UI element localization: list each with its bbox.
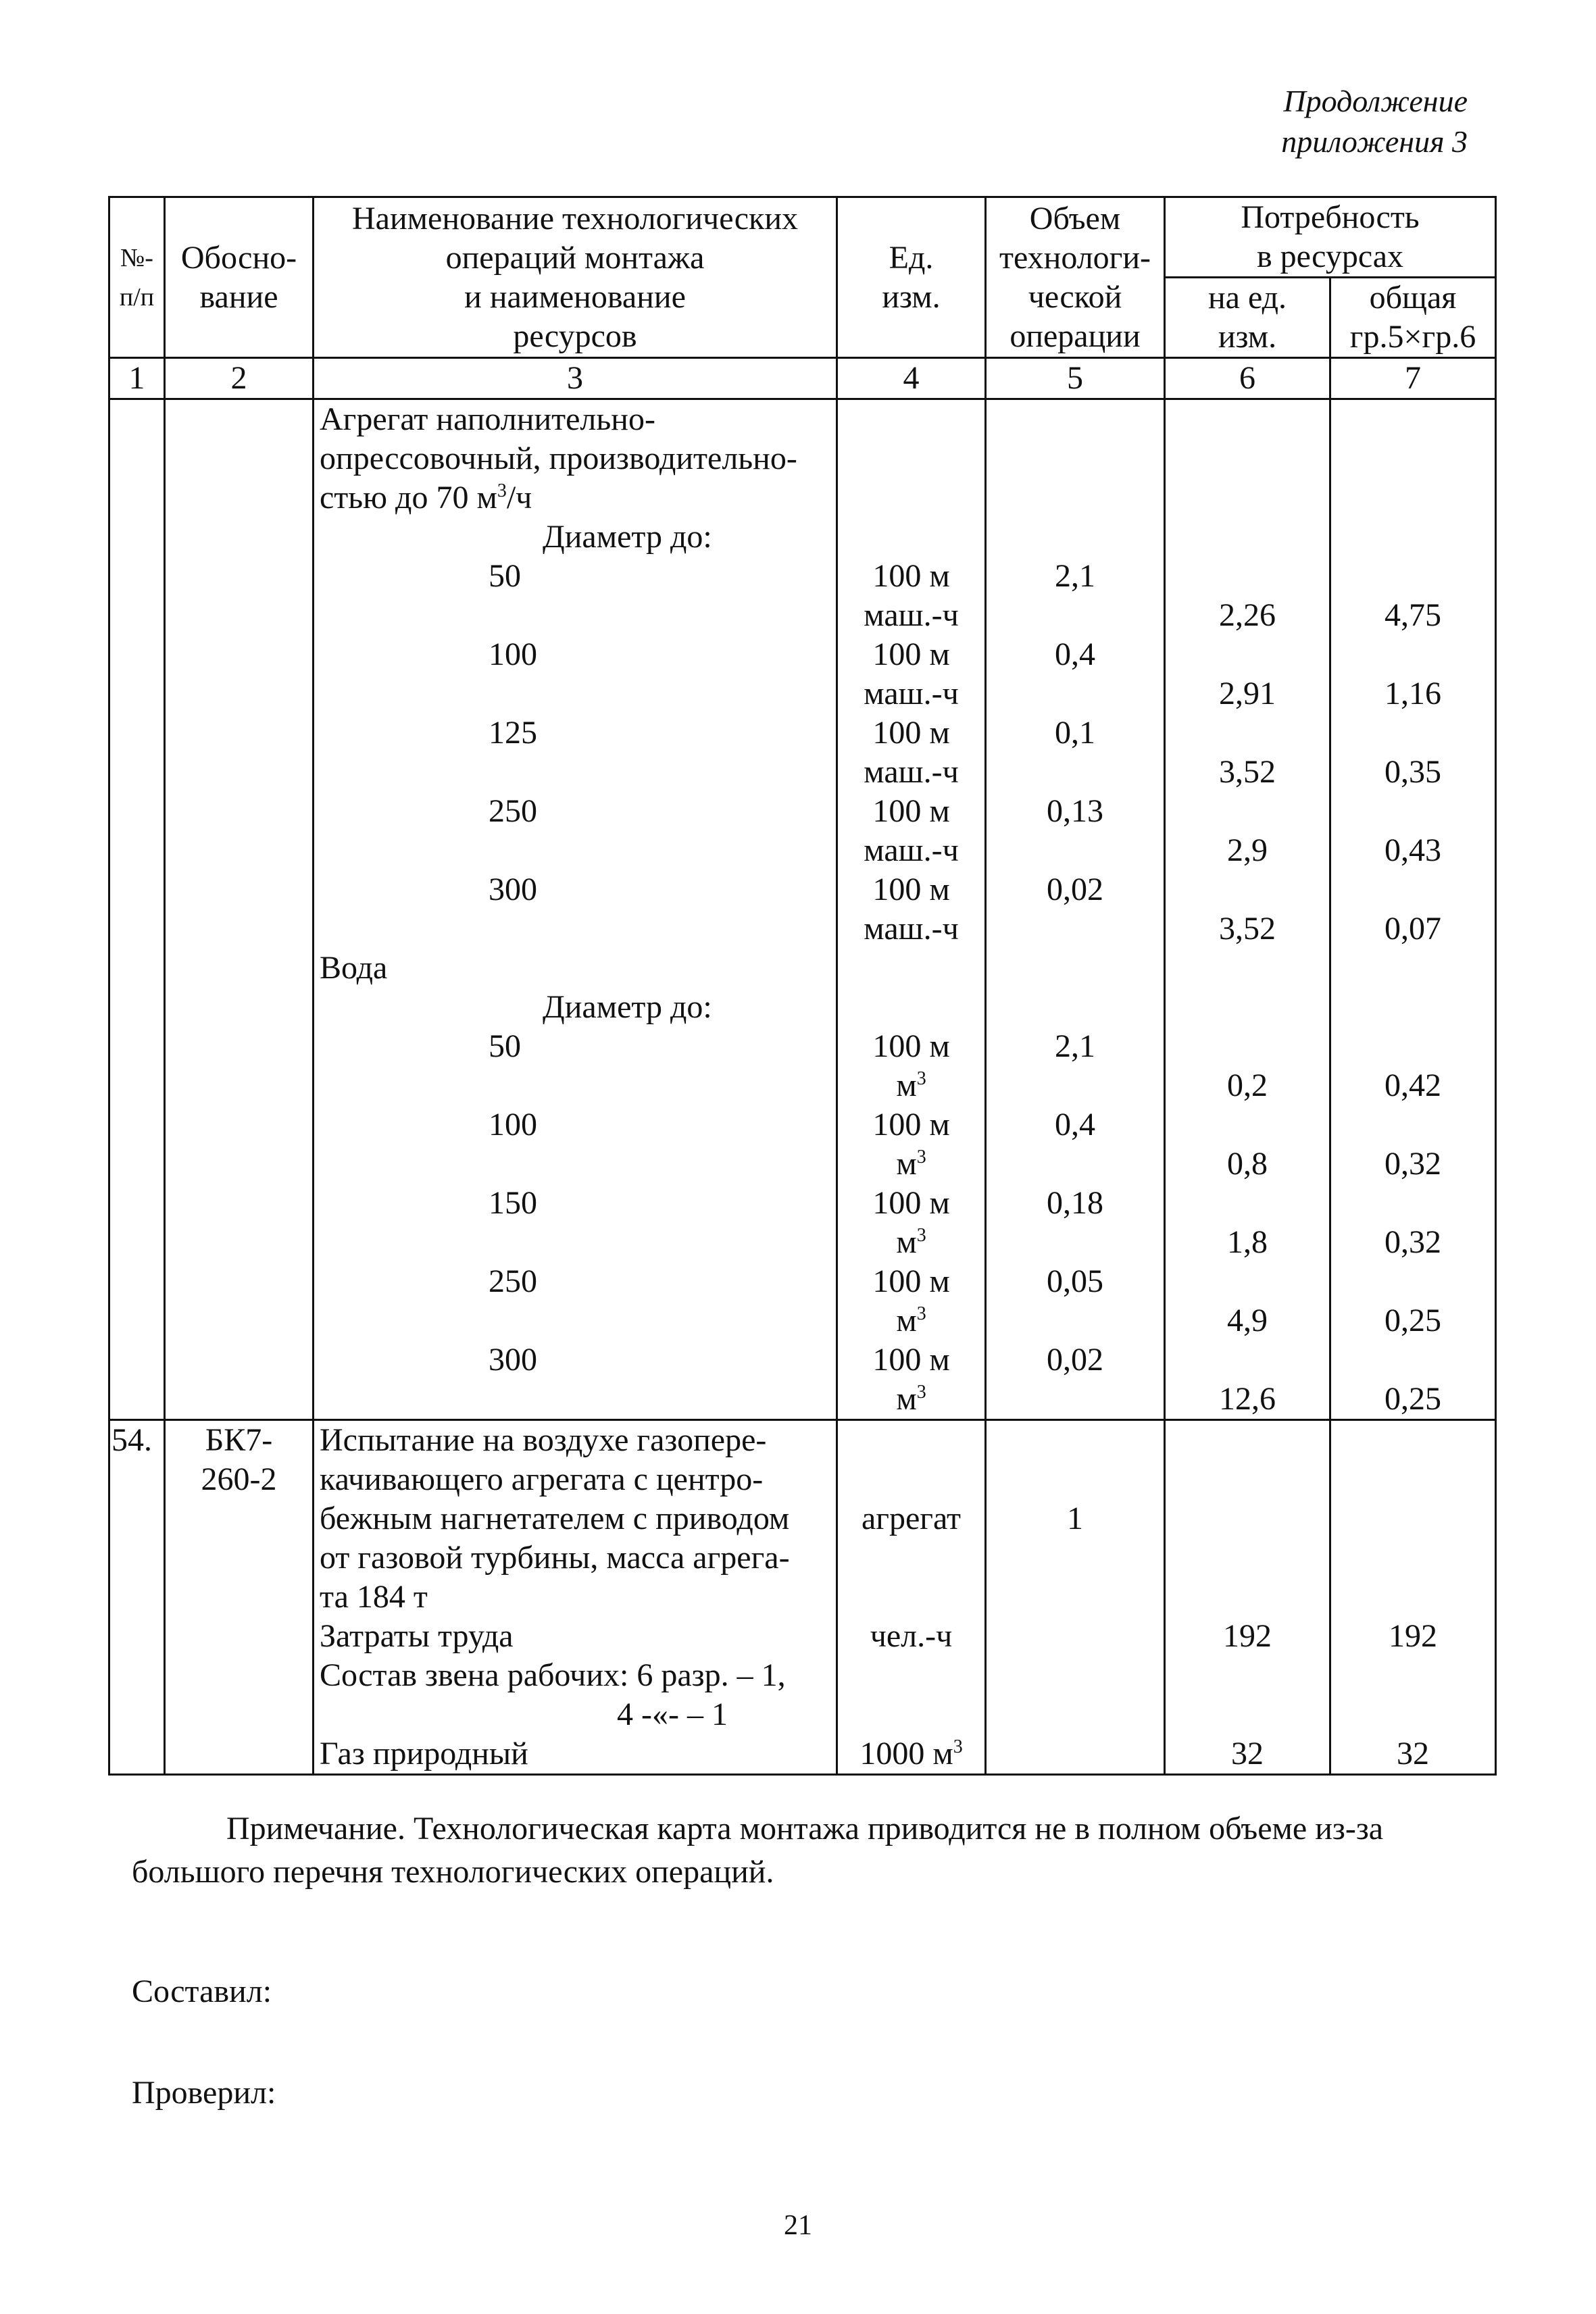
per-unit: 1,8 [1227, 1224, 1268, 1260]
agg-name-line: стью до 70 $м^3/ч$ [320, 480, 532, 515]
unit: 100 м [872, 1107, 950, 1142]
resource-table [108, 196, 1497, 1776]
head-col-2: Обосно- вание [165, 197, 314, 358]
cell-volumes [986, 1420, 1165, 1775]
cell-per-unit [1165, 1420, 1330, 1775]
volume: 0,02 [1047, 1342, 1103, 1378]
page-number: 21 [784, 2210, 812, 2241]
column-number: 6 [1165, 358, 1330, 399]
diameter-value: 50 [489, 558, 521, 594]
diameter-label: Диаметр до: [543, 519, 712, 555]
table-head-row-1 [109, 197, 1496, 278]
op-name-line: бежным нагнетателем с приводом [320, 1501, 790, 1536]
crew-line: Состав звена рабочих: 6 разр. – 1, [320, 1657, 786, 1693]
cell-num-empty [109, 399, 165, 1420]
per-unit: 0,8 [1227, 1146, 1268, 1182]
cell-units [837, 399, 986, 1420]
cell-basis: БК7- 260-2 [165, 1420, 314, 1775]
total: 0,35 [1385, 754, 1441, 790]
cell-units [837, 1420, 986, 1775]
unit: 1000 $м^3$ [859, 1736, 963, 1771]
cell-per-unit [1165, 399, 1330, 1420]
per-unit: 4,9 [1227, 1303, 1268, 1338]
total: 4,75 [1385, 597, 1441, 633]
unit: маш.-ч [864, 597, 959, 633]
column-number: 3 [314, 358, 837, 399]
total: 0,43 [1385, 832, 1441, 868]
head-col-5: Объем технологи- ческой операции [986, 197, 1165, 358]
agg-name-line: опрессовочный, производительно- [320, 441, 797, 476]
cell-totals [1330, 1420, 1496, 1775]
diameter-value: 300 [489, 1342, 537, 1378]
volume: 0,02 [1047, 872, 1103, 907]
labor-label: Затраты труда [320, 1618, 514, 1654]
column-number: 4 [837, 358, 986, 399]
cell-num: 54. [109, 1420, 165, 1775]
table-row-54 [109, 1420, 1496, 1775]
unit: 100 м [872, 1028, 950, 1064]
column-numbers-row [109, 358, 1496, 399]
diameter-value: 250 [489, 1263, 537, 1299]
total: 192 [1389, 1618, 1437, 1654]
cell-basis-empty [165, 399, 314, 1420]
column-number: 5 [986, 358, 1165, 399]
crew-line: 4 -«- – 1 [617, 1696, 728, 1732]
diameter-value: 100 [489, 1107, 537, 1142]
total: 32 [1397, 1736, 1429, 1771]
compiled-by-label: Составил: [132, 1973, 272, 2009]
diameter-label: Диаметр до: [543, 989, 712, 1025]
unit: 100 м [872, 793, 950, 829]
unit: 100 м [872, 1342, 950, 1378]
volume: 0,1 [1055, 715, 1095, 751]
volume: 2,1 [1055, 1028, 1095, 1064]
unit: 100 м [872, 1263, 950, 1299]
diameter-value: 150 [489, 1185, 537, 1221]
per-unit: 2,26 [1219, 597, 1276, 633]
per-unit: 12,6 [1219, 1381, 1276, 1417]
volume: 0,4 [1055, 1107, 1095, 1142]
table-row-continuation [109, 399, 1496, 1420]
per-unit: 3,52 [1219, 754, 1276, 790]
checked-by-label: Проверил: [132, 2075, 276, 2111]
per-unit: 32 [1231, 1736, 1264, 1771]
continuation-header [1281, 81, 1468, 162]
total: 0,32 [1385, 1146, 1441, 1182]
volume: 0,13 [1047, 793, 1103, 829]
continuation-line-2: приложения 3 [1281, 124, 1468, 159]
column-number: 7 [1330, 358, 1496, 399]
volume: 0,05 [1047, 1263, 1103, 1299]
head-col-3: Наименование технологических операций монтажа и наименование ресурсов [314, 197, 837, 358]
op-name-line: та 184 т [320, 1579, 428, 1615]
diameter-value: 250 [489, 793, 537, 829]
head-col-4: Ед. изм. [837, 197, 986, 358]
cell-names [314, 399, 837, 1420]
unit: $м^3$ [896, 1381, 926, 1417]
cell-names [314, 1420, 837, 1775]
column-number: 2 [165, 358, 314, 399]
head-col-6: на ед. изм. [1165, 278, 1330, 358]
op-name-line: качивающего агрегата с центро- [320, 1461, 764, 1497]
per-unit: 3,52 [1219, 911, 1276, 947]
note-line-1: Примечание. Технологическая карта монтажа приводится не в полном объеме из-за [226, 1811, 1384, 1846]
note-line-2: большого перечня технологических операций. [132, 1854, 774, 1890]
unit: $м^3$ [896, 1146, 926, 1182]
unit: маш.-ч [864, 911, 959, 947]
continuation-line-1: Продолжение [1283, 84, 1468, 118]
cell-volumes [986, 399, 1165, 1420]
per-unit: 2,9 [1227, 832, 1268, 868]
diameter-value: 50 [489, 1028, 521, 1064]
unit: $м^3$ [896, 1067, 926, 1103]
column-number: 1 [109, 358, 165, 399]
per-unit: 2,91 [1219, 676, 1276, 711]
total: 0,32 [1385, 1224, 1441, 1260]
diameter-value: 100 [489, 636, 537, 672]
volume: 2,1 [1055, 558, 1095, 594]
unit: $м^3$ [896, 1303, 926, 1338]
unit: чел.-ч [870, 1618, 953, 1654]
unit: 100 м [872, 558, 950, 594]
diameter-value: 125 [489, 715, 537, 751]
total: 0,25 [1385, 1303, 1441, 1338]
op-name-line: от газовой турбины, масса агрега- [320, 1540, 790, 1576]
total: 0,07 [1385, 911, 1441, 947]
unit: маш.-ч [864, 676, 959, 711]
unit: 100 м [872, 715, 950, 751]
head-col-1: №-п/п [109, 197, 165, 358]
unit: маш.-ч [864, 832, 959, 868]
unit: агрегат [861, 1501, 962, 1536]
unit: $м^3$ [896, 1224, 926, 1260]
volume: 0,18 [1047, 1185, 1103, 1221]
unit: 100 м [872, 636, 950, 672]
unit: 100 м [872, 872, 950, 907]
agg-name-line: Агрегат наполнительно- [320, 401, 655, 437]
gas-label: Газ природный [320, 1736, 528, 1771]
op-name-line: Испытание на воздухе газопере- [320, 1422, 767, 1458]
head-col-7: общая гр.5×гр.6 [1330, 278, 1496, 358]
unit: маш.-ч [864, 754, 959, 790]
per-unit: 192 [1223, 1618, 1272, 1654]
volume: 0,4 [1055, 636, 1095, 672]
total: 0,25 [1385, 1381, 1441, 1417]
head-col-6-7: Потребность в ресурсах [1165, 197, 1496, 278]
water-label: Вода [320, 950, 388, 986]
total: 1,16 [1385, 676, 1441, 711]
cell-totals [1330, 399, 1496, 1420]
total: 0,42 [1385, 1067, 1441, 1103]
per-unit: 0,2 [1227, 1067, 1268, 1103]
volume: 1 [1067, 1501, 1083, 1536]
unit: 100 м [872, 1185, 950, 1221]
diameter-value: 300 [489, 872, 537, 907]
